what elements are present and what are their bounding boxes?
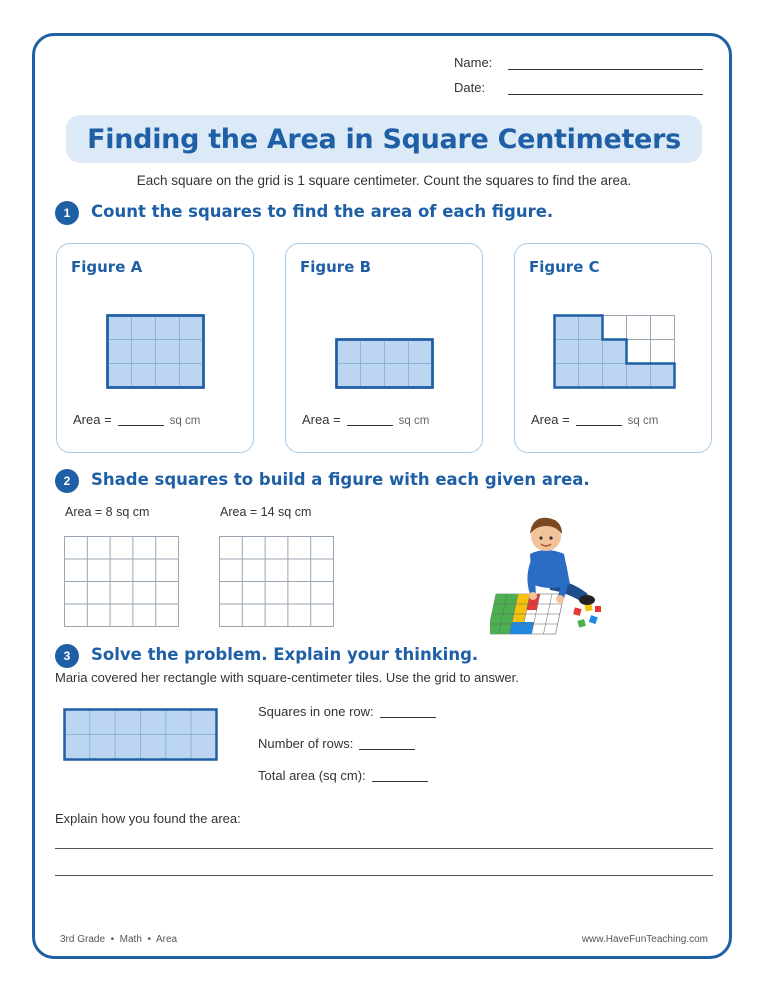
footer-tags	[60, 934, 177, 945]
tile-mat	[490, 594, 564, 634]
section-2-number: 2	[55, 469, 79, 493]
question-squares-label: Squares in one row:	[258, 704, 374, 719]
date-label: Date:	[454, 80, 486, 95]
shade-grid-8[interactable]	[64, 536, 180, 628]
footer-subject: Math	[119, 934, 142, 945]
section-2-title: Shade squares to build a figure with each given area.	[91, 470, 590, 489]
section-3-prompt: Maria covered her rectangle with square-centimeter tiles. Use the grid to answer.	[55, 670, 519, 685]
section-3-title: Solve the problem. Explain your thinking.	[91, 645, 479, 664]
figure-a-title: Figure A	[71, 258, 143, 276]
maria-rectangle	[63, 708, 219, 762]
footer-bullet-icon: •	[144, 934, 154, 945]
figure-b-area-row	[302, 412, 429, 427]
answer-squares-blank[interactable]	[380, 717, 436, 718]
footer-site: www.HaveFunTeaching.com	[581, 934, 708, 945]
figure-b-area-label: Area =	[302, 412, 341, 427]
question-rows-label: Number of rows:	[258, 736, 354, 751]
figure-c-area-row	[531, 412, 658, 427]
figure-c-unit: sq cm	[627, 415, 659, 427]
footer-bullet-icon: •	[107, 934, 117, 945]
name-label: Name:	[454, 55, 493, 70]
answer-total-blank[interactable]	[372, 781, 428, 782]
figure-a-grid	[106, 314, 206, 390]
figure-b-title: Figure B	[300, 258, 372, 276]
title-band	[66, 115, 702, 163]
figure-c-grid	[553, 314, 677, 390]
section-1-number: 1	[55, 201, 79, 225]
explain-label: Explain how you found the area:	[55, 811, 241, 826]
figure-c-card	[514, 243, 712, 453]
figure-b-grid	[335, 338, 435, 390]
explain-line-2[interactable]	[55, 875, 713, 876]
question-row-squares	[258, 704, 436, 719]
figure-a-card	[56, 243, 254, 453]
figure-a-area-label: Area =	[73, 412, 112, 427]
shade-grid-14[interactable]	[219, 536, 335, 628]
intro-text: Each square on the grid is 1 square centimeter. Count the squares to find the area.	[136, 173, 632, 188]
grid-1-label: Area = 8 sq cm	[65, 505, 150, 519]
grid-2-label: Area = 14 sq cm	[220, 505, 312, 519]
explain-line-1[interactable]	[55, 848, 713, 849]
footer-topic: Area	[155, 934, 178, 945]
figure-c-title: Figure C	[529, 258, 600, 276]
question-row-total	[258, 768, 428, 783]
figure-c-answer-blank[interactable]	[576, 425, 622, 426]
figure-b-card	[285, 243, 483, 453]
footer-grade: 3rd Grade	[60, 934, 106, 945]
name-field[interactable]	[508, 69, 703, 70]
figure-a-area-row	[73, 412, 200, 427]
answer-rows-blank[interactable]	[359, 749, 415, 750]
section-1-title: Count the squares to find the area of each figure.	[91, 202, 554, 221]
boy-with-tiles-illustration	[490, 508, 614, 638]
section-3-number: 3	[55, 644, 79, 668]
date-field[interactable]	[508, 94, 703, 95]
question-total-label: Total area (sq cm):	[258, 768, 366, 783]
figure-a-answer-blank[interactable]	[118, 425, 164, 426]
figure-b-unit: sq cm	[398, 415, 430, 427]
figure-b-answer-blank[interactable]	[347, 425, 393, 426]
figure-c-area-label: Area =	[531, 412, 570, 427]
question-row-rows	[258, 736, 415, 751]
page-title: Finding the Area in Square Centimeters	[87, 123, 681, 155]
figure-a-unit: sq cm	[169, 415, 201, 427]
